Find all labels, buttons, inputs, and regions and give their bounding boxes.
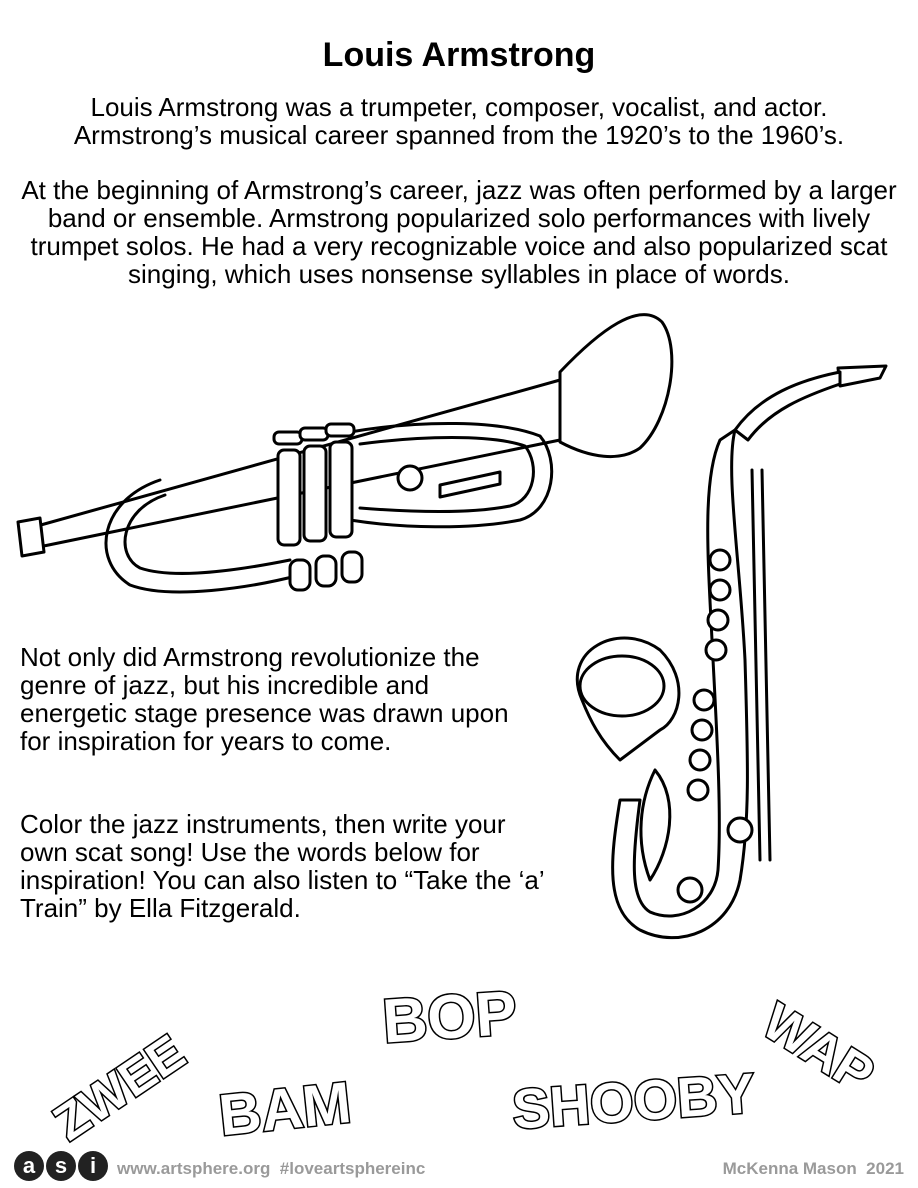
scat-word-zwee: ZWEE — [43, 1023, 195, 1152]
scat-word-wap: WAP — [752, 992, 884, 1105]
footer — [0, 1146, 918, 1188]
website-link[interactable]: www.artsphere.org #loveartsphereinc — [117, 1159, 426, 1178]
trumpet-drawing — [18, 315, 672, 592]
logo-letter-a: a — [14, 1151, 44, 1181]
legacy-paragraph: Not only did Armstrong revolutionize the genre of jazz, but his incredible and energetic stage presence was drawn upon for inspiration for years to come. — [20, 642, 509, 756]
intro-paragraph-2: At the beginning of Armstrong’s career, jazz was often performed by a larger band or ensemble. Armstrong popularized solo performances with lively trumpet solos. He had a very recognizable voice and also popularized scat singing, which uses nonsense syllables in place of words. — [21, 175, 897, 289]
scat-word-bop: BOP — [380, 978, 520, 1057]
logo-letter-i: i — [78, 1151, 108, 1181]
page-title: Louis Armstrong — [322, 36, 596, 74]
instructions-paragraph: Color the jazz instruments, then write your own scat song! Use the words below for inspiration! You can also listen to “Take the ‘a’ Train” by Ella Fitzgerald. — [20, 809, 544, 923]
artsphere-logo — [14, 1151, 108, 1185]
intro-paragraph-1: Louis Armstrong was a trumpeter, composer, vocalist, and actor. Armstrong’s musical career spanned from the 1920’s to the 1960’s. — [73, 92, 845, 150]
scat-word-bam: BAM — [215, 1069, 355, 1149]
scat-word-shooby: SHOOBY — [510, 1060, 757, 1141]
logo-letter-s: s — [46, 1151, 76, 1181]
author-credit: McKenna Mason 2021 — [722, 1159, 904, 1178]
scat-words — [44, 978, 884, 1151]
